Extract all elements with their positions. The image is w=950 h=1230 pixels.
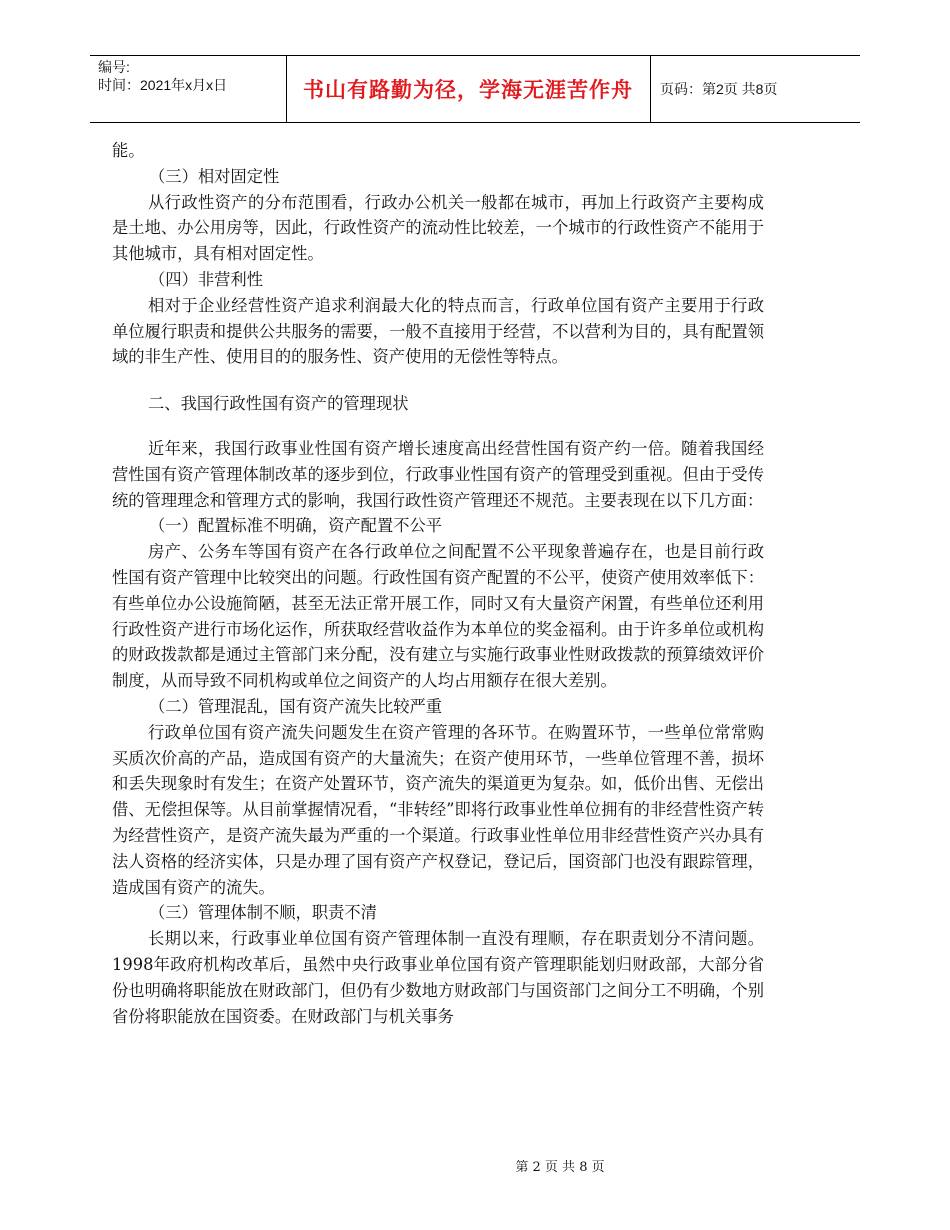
page-footer: 第 2 页 共 8 页 bbox=[515, 1160, 605, 1175]
subheading-management-chaos: （二）管理混乱，国有资产流失比较严重 bbox=[149, 696, 443, 716]
section-heading: 二、我国行政性国有资产的管理现状 bbox=[148, 394, 409, 414]
subheading-relative-fixedness: （三）相对固定性 bbox=[149, 166, 280, 186]
page-header bbox=[90, 55, 860, 123]
header-page-info: 页码：第2页 共8页 bbox=[660, 81, 778, 97]
paragraph: 近年来，我国行政事业性国有资产增长速度高出经营性国有资产约一倍。随着我国经营性国有资产管理体制改革的逐步到位，行政事业性国有资产的管理受到重视。但由于受传统的管理理念和管理方式的影响，我国行政性资产管理还不规范。主要表现在以下几方面： bbox=[112, 438, 764, 510]
paragraph: 房产、公务车等国有资产在各行政单位之间配置不公平现象普遍存在，也是目前行政性国有资产管理中比较突出的问题。行政性国有资产配置的不公平，使资产使用效率低下：有些单位办公设施简陋，甚至无法正常开展工作，同时又有大量资产闲置，有些单位还利用行政性资产进行市场化运作，所获取经营收益作为本单位的奖金福利。由于许多单位或机构的财政拨款都是通过主管部门来分配，没有建立与实施行政事业性财政拨款的预算绩效评价制度，从而导致不同机构或单位之间资产的人均占用额存在很大差别。 bbox=[112, 542, 764, 691]
subheading-allocation: （一）配置标准不明确，资产配置不公平 bbox=[149, 516, 443, 536]
serial-number-label: 编号: bbox=[98, 59, 130, 75]
paragraph-continuation: 能。 bbox=[112, 141, 145, 160]
header-meta bbox=[98, 58, 227, 94]
date-label: 时间：2021年x月x日 bbox=[98, 77, 228, 93]
paragraph: 相对于企业经营性资产追求利润最大化的特点而言，行政单位国有资产主要用于行政单位履行职责和提供公共服务的需要，一般不直接用于经营，不以营利为目的，具有配置领域的非生产性、使用目的的服务性、资产使用的无偿性等特点。 bbox=[112, 295, 764, 367]
header-motto: 书山有路勤为径，学海无涯苦作舟 bbox=[303, 78, 633, 102]
subheading-management-system: （三）管理体制不顺，职责不清 bbox=[149, 903, 377, 923]
header-divider bbox=[650, 56, 651, 122]
document-body bbox=[112, 138, 764, 1029]
subheading-non-profit: （四）非营利性 bbox=[149, 269, 263, 289]
paragraph: 行政单位国有资产流失问题发生在资产管理的各环节。在购置环节，一些单位常常购买质次价高的产品，造成国有资产的大量流失；在资产使用环节，一些单位管理不善，损坏和丢失现象时有发生；在资产处置环节，资产流失的渠道更为复杂。如，低价出售、无偿出借、无偿担保等。从目前掌握情况看，“非转经”即将行政事业性单位拥有的非经营性资产转为经营性资产，是资产流失最为严重的一个渠道。行政事业性单位用非经营性资产兴办具有法人资格的经济实体，只是办理了国有资产产权登记，登记后，国资部门也没有跟踪管理，造成国有资产的流失。 bbox=[112, 722, 764, 897]
paragraph: 长期以来，行政事业单位国有资产管理体制一直没有理顺，存在职责划分不清问题。1998年政府机构改革后，虽然中央行政事业单位国有资产管理职能划归财政部，大部分省份也明确将职能放在财政部门，但仍有少数地方财政部门与国资部门之间分工不明确，个别省份将职能放在国资委。在财政部门与机关事务 bbox=[112, 929, 764, 1026]
paragraph: 从行政性资产的分布范围看，行政办公机关一般都在城市，再加上行政资产主要构成是土地、办公用房等，因此，行政性资产的流动性比较差，一个城市的行政性资产不能用于其他城市，具有相对固定性。 bbox=[112, 192, 764, 264]
